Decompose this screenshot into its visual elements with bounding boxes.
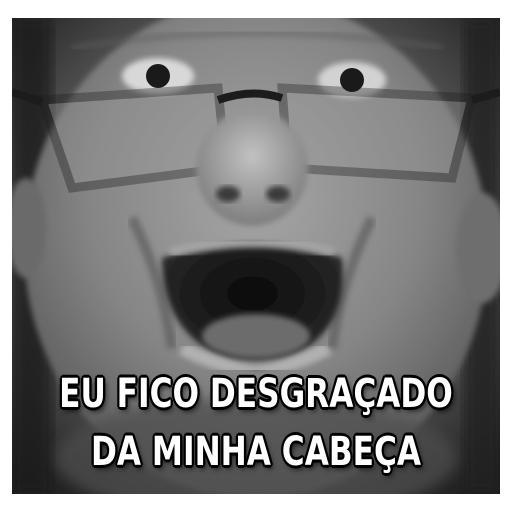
meme-caption-line-1: EU FICO DESGRAÇADO (59, 371, 453, 417)
screaming-face-photo (12, 18, 500, 494)
meme-image-frame (12, 18, 500, 494)
meme-caption-line-2: DA MINHA CABEÇA (91, 429, 421, 475)
